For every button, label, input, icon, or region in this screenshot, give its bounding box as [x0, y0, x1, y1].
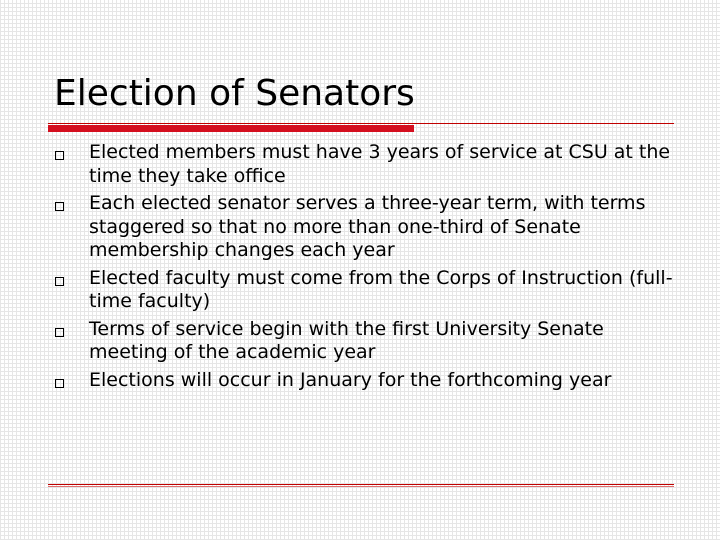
bullet-list [54, 141, 674, 392]
bullet-text: Elected members must have 3 years of service at CSU at the time they take office [89, 141, 671, 187]
bullet-item [54, 267, 674, 314]
bullet-text: Each elected senator serves a three-year term, with terms staggered so that no more than one-third of Senate membership changes each year [89, 192, 646, 261]
bullet-text: Elected faculty must come from the Corps of Instruction (full-time faculty) [89, 266, 673, 312]
footer-divider-thin [48, 484, 674, 485]
bullet-text: Terms of service begin with the first University Senate meeting of the academic year [89, 317, 604, 363]
hollow-square-bullet-icon [55, 328, 64, 337]
hollow-square-bullet-icon [55, 202, 64, 211]
title-divider-accent [48, 125, 414, 132]
title-divider-thin [48, 123, 674, 124]
bullet-text: Elections will occur in January for the forthcoming year [89, 368, 612, 391]
bullet-item [54, 369, 674, 393]
hollow-square-bullet-icon [55, 151, 64, 160]
bullet-item [54, 192, 674, 263]
hollow-square-bullet-icon [55, 277, 64, 286]
bullet-item [54, 318, 674, 365]
footer-divider-accent [48, 486, 674, 487]
hollow-square-bullet-icon [55, 379, 64, 388]
slide-title: Election of Senators [54, 73, 415, 114]
bullet-item [54, 141, 674, 188]
